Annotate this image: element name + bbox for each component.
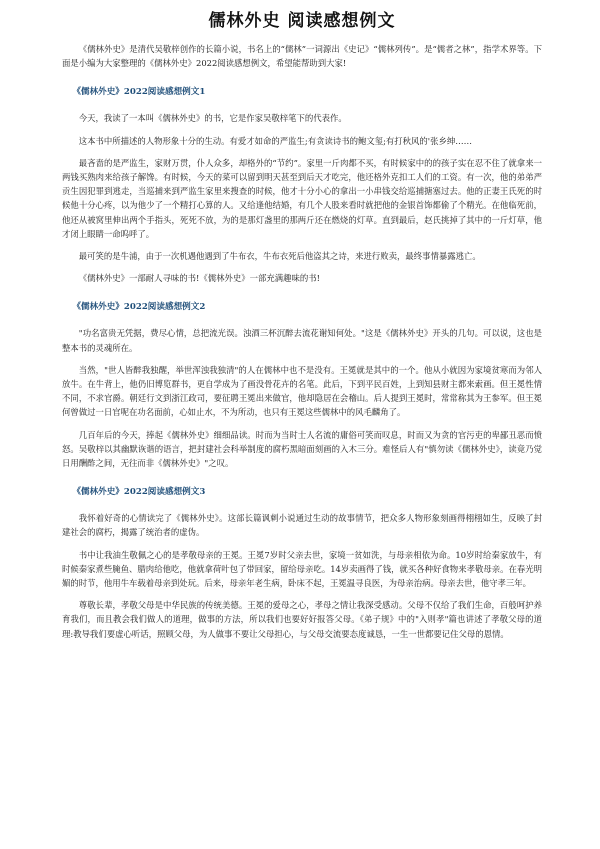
page-title: 儒林外史 阅读感想例文 — [208, 11, 396, 31]
section-heading-3: 《儒林外史》2022阅读感想例文3 — [72, 487, 206, 498]
section-2-paragraph-3: 几百年后的今天，捧起《儒林外史》细细品读。时而为当时士人名流的庸俗可笑而叹息，时而又为贪的官污吏的卑鄙丑恶而愤怒。吴敬梓以其幽默诙谐的语言，把封建社会科举制度的腐朽黑暗面刻画的入木三分。难怪后人有"慎勿读《儒林外史》，读竟乃觉日用酬酢之间，无往而非《儒林外史》"之叹。 — [62, 429, 542, 469]
intro-paragraph: 《儒林外史》是清代吴敬梓创作的长篇小说，书名上的“儒林”一词源出《史记》“儒林列传”。是“儒者之林”，指学术界等。下面是小编为大家整理的《儒林外史》2022阅读感想例文，希望能帮助到大家! — [62, 44, 542, 69]
section-1-paragraph-2: 这本书中所描述的人物形象十分的生动。有爱才如命的严监生;有贪读诗书的鲍文玺;有打秋风的'张乡绅…… — [78, 135, 472, 146]
section-2-paragraph-1: "功名富贵无凭据，费尽心情，总把流光误。浊酒三杯沉醉去流花谢知何处。"这是《儒林外史》开头的几句。可以说，这也是整本书的灵魂所在。 — [62, 328, 542, 353]
section-2-paragraph-2: 当然，"世人皆醉我独醒，举世浑浊我独清"的人在儒林中也不是没有。王冕就是其中的一个。他从小就因为家境贫寒而为邻人放牛。在牛背上，他仍旧博览群书，更自学成为了画没骨花卉的名笔。此后，下到平民百姓，上到知县财主都来索画。但王冕性情不同，不求官爵。朝廷行文到浙江政司，要征聘王冕出来做官，他却隐居在会稽山。后人提到王冕时，常常称其为王参军。但王冕何曾做过一日官呢在功名面前，心如止水，不为所动，也只有王冕这些儒林中的风毛麟角了。 — [62, 364, 542, 418]
section-1-paragraph-5: 《儒林外史》一部耐人寻味的书!《儒林外史》一部充满趣味的书! — [78, 273, 321, 284]
section-3-paragraph-1: 我怀着好奇的心情读完了《儒林外史》。这部长篇讽刺小说通过生动的故事情节，把众多人物形象刻画得栩栩如生，反映了封建社会的腐朽，揭露了统治者的虚伪。 — [62, 513, 542, 538]
section-1-paragraph-3: 最吝啬的是严监生，家财万贯，仆人众多，却格外的“节约”。家里一斤肉都不买，有时候家中的的孩子实在忍不住了就拿来一两钱买熟肉来给孩子解馋。有时候，今天的菜可以留到明天甚至到后天才吃完，他还格外克扣工人们的工资。有一次，他的弟弟严贡生因犯罪到逃走，当巡捕来到严监生家里来搜查的时候，他才十分小心的拿出一小串钱交给巡捕搪塞过去。他的正妻王氏死的时候他十分心疼，以为他少了一个精打心算的人。又给逢他结婚，有几个人股来看时就把他的金银首饰都偷了个精光。在他临死前，他还从被窝里伸出两个手指头，死死不放，为的是那灯盏里的那两斤还在燃烧的灯草。直到最后，赵氏挑掉了其中的一斤灯草，他才闭上眼睛一命呜呼了。 — [62, 157, 542, 239]
section-3-paragraph-3: 尊敬长辈，孝敬父母是中华民族的传统美德。王冕的爱母之心，孝母之情让我深受感动。父母不仅给了我们生命，百般呵护养育我们，而且教会我们做人的道理，做事的方法，所以我们也要好好报答父母。《弟子规》中的"入则孝"篇也讲述了孝敬父母的道理:教导我们要虚心听话，照顾父母，为人做事不要让父母担心，与父母交流要态度诚恳，一生一世都要记住父母的恩情。 — [62, 600, 542, 639]
section-1-paragraph-1: 今天，我读了一本叫《儒林外史》的书，它是作家吴敬梓笔下的代表作。 — [78, 113, 347, 124]
section-heading-2: 《儒林外史》2022阅读感想例文2 — [72, 302, 206, 313]
section-1-paragraph-4: 最可笑的是牛浦，由于一次机遇他遇到了牛布衣，牛布衣死后他盗其之诗，来进行败卖，最终事情暴露逃亡。 — [78, 251, 481, 262]
section-3-paragraph-2: 书中让我油生敬佩之心的是孝敬母亲的王冕。王冕7岁时父亲去世，家境一贫如洗，与母亲相依为命。10岁时给秦家放牛，有时候秦家煮些腌鱼、腊肉给他吃，他就拿荷叶包了带回家，留给母亲吃。14岁卖画得了钱，就买各种好食物来孝敬母亲。在春光明媚的时节，他用牛车载着母亲到处玩。后来，母亲年老生病，卧床不起，王冕温寻良医，为母亲治病。母亲去世，他守孝三年。 — [62, 549, 542, 589]
section-heading-1: 《儒林外史》2022阅读感想例文1 — [72, 87, 206, 98]
